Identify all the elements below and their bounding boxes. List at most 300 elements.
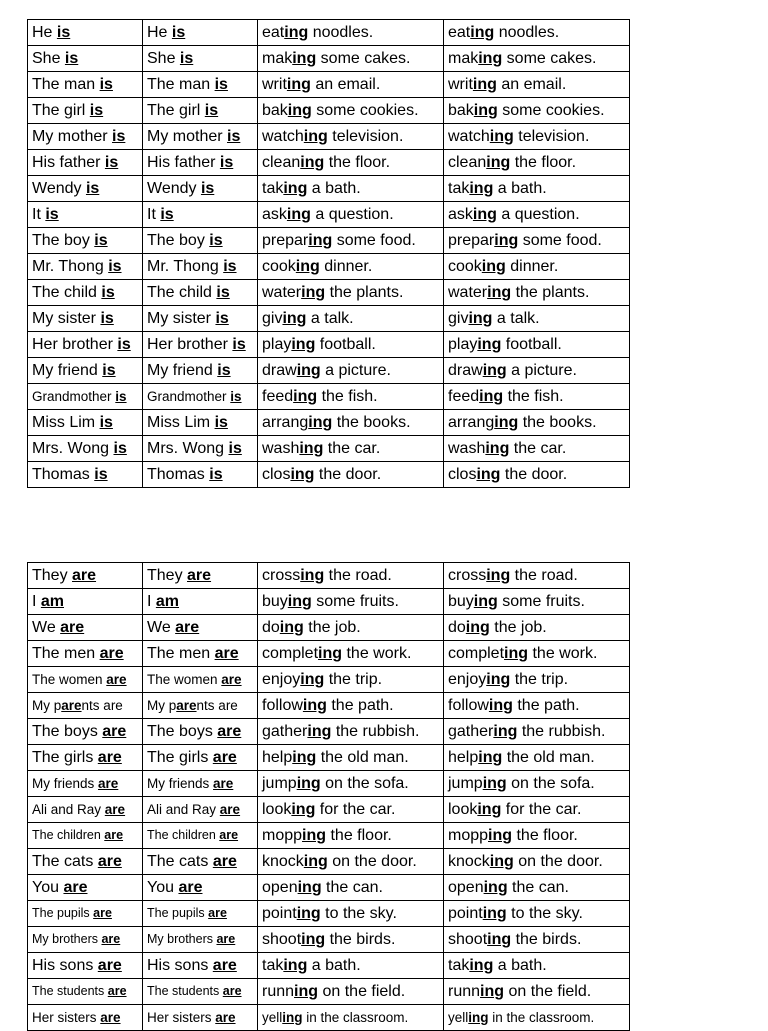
verb-text: are <box>216 932 236 946</box>
object-text: the floor. <box>326 827 392 844</box>
subject-text: My brothers <box>147 932 217 946</box>
predicate-copy-cell <box>444 20 630 46</box>
predicate-copy-cell <box>444 667 630 693</box>
verb-stem: runn <box>262 983 295 1000</box>
ing-suffix: ing <box>488 827 513 844</box>
verb-stem: play <box>262 336 292 353</box>
ing-suffix: ing <box>472 76 497 93</box>
subject-cell <box>28 823 143 849</box>
ing-suffix: ing <box>473 593 498 610</box>
subject-text: My p <box>32 698 62 713</box>
verb-text: is <box>209 466 223 483</box>
table-row <box>28 745 630 771</box>
predicate-copy-cell <box>444 384 630 410</box>
object-text: the rubbish. <box>517 723 606 740</box>
subject-text: He <box>147 24 172 41</box>
object-text: the path. <box>326 697 394 714</box>
subject-text: Her sisters <box>147 1010 216 1025</box>
verb-text: are <box>208 906 227 920</box>
table-row <box>28 563 630 589</box>
ing-suffix: ing <box>469 957 494 974</box>
verb-text: are <box>60 619 85 636</box>
subject-cell <box>28 20 143 46</box>
verb-text: are <box>104 802 126 817</box>
verb-text: are <box>222 984 242 998</box>
ing-suffix: ing <box>469 180 494 197</box>
verb-stem: jump <box>448 775 483 792</box>
verb-text: are <box>219 828 239 842</box>
table-row <box>28 693 630 719</box>
subject-cell <box>28 927 143 953</box>
object-text: the job. <box>489 619 547 636</box>
predicate-copy-cell <box>444 254 630 280</box>
ing-suffix: ing <box>296 362 321 379</box>
subject-cell <box>28 641 143 667</box>
predicate-copy-cell <box>444 953 630 979</box>
object-text: a bath. <box>307 957 361 974</box>
predicate-copy-cell <box>444 306 630 332</box>
predicate-cell <box>258 667 444 693</box>
verb-text: is <box>99 76 113 93</box>
table-row <box>28 1005 630 1031</box>
verb-stem: gather <box>448 723 494 740</box>
object-text: the can. <box>321 879 383 896</box>
predicate-cell <box>258 641 444 667</box>
subject-cell <box>28 228 143 254</box>
predicate-copy-cell <box>444 436 630 462</box>
verb-stem: knock <box>448 853 490 870</box>
verb-stem: enjoy <box>448 671 487 688</box>
subject-text: The boys <box>32 723 103 740</box>
subject-cell <box>28 849 143 875</box>
subject-text: Mr. Thong <box>147 258 224 275</box>
subject-cell <box>28 667 143 693</box>
object-text: for the car. <box>315 801 396 818</box>
predicate-cell <box>258 410 444 436</box>
ing-suffix: ing <box>481 258 506 275</box>
ing-suffix: ing <box>308 232 333 249</box>
object-text: a bath. <box>493 957 547 974</box>
ing-suffix: ing <box>302 697 327 714</box>
subject-text: His sons <box>147 957 213 974</box>
subject-cell <box>28 615 143 641</box>
table-row <box>28 589 630 615</box>
subject-text: The pupils <box>32 906 94 920</box>
verb-text: is <box>215 310 229 327</box>
subject-text: The child <box>147 284 217 301</box>
object-text: a bath. <box>493 180 547 197</box>
subject-text: Thomas <box>147 466 210 483</box>
table-row <box>28 901 630 927</box>
subject-cell <box>28 124 143 150</box>
verb-stem: point <box>262 905 297 922</box>
object-text: the job. <box>303 619 361 636</box>
ing-suffix: ing <box>482 905 507 922</box>
object-text: the door. <box>314 466 382 483</box>
object-text: in the classroom. <box>302 1010 409 1025</box>
verb-stem: cook <box>448 258 482 275</box>
object-text: the path. <box>512 697 580 714</box>
table-row <box>28 615 630 641</box>
subject-copy-cell <box>143 641 258 667</box>
object-text: the work. <box>342 645 412 662</box>
verb-text: are <box>214 645 239 662</box>
ing-suffix: ing <box>487 284 512 301</box>
subject-text: The boy <box>147 232 210 249</box>
ing-suffix: ing <box>489 853 514 870</box>
ing-suffix: ing <box>468 1010 489 1025</box>
subject-copy-cell <box>143 150 258 176</box>
verb-stem: shoot <box>448 931 488 948</box>
subject-text: My friend <box>147 362 218 379</box>
verb-text: is <box>85 180 100 197</box>
verb-text: are <box>104 828 124 842</box>
subject-copy-cell <box>143 979 258 1005</box>
table-row <box>28 797 630 823</box>
verb-stem: draw <box>448 362 483 379</box>
verb-stem: open <box>262 879 298 896</box>
predicate-cell <box>258 771 444 797</box>
verb-stem: writ <box>448 76 473 93</box>
table-row <box>28 667 630 693</box>
verb-text: is <box>179 50 194 67</box>
verb-stem: jump <box>262 775 297 792</box>
ing-suffix: ing <box>468 310 493 327</box>
ing-suffix: ing <box>480 983 505 1000</box>
subject-text: The men <box>147 645 215 662</box>
is-table-body <box>28 20 630 488</box>
verb-stem: shoot <box>262 931 302 948</box>
predicate-copy-cell <box>444 641 630 667</box>
verb-stem: mak <box>262 50 293 67</box>
table-row <box>28 979 630 1005</box>
ing-suffix: ing <box>478 749 503 766</box>
ing-suffix: ing <box>292 749 317 766</box>
verb-text: is <box>209 232 223 249</box>
ing-suffix: ing <box>472 206 497 223</box>
table-row <box>28 150 630 176</box>
subject-text: You <box>147 879 179 896</box>
ing-suffix: ing <box>470 24 495 41</box>
verb-text: is <box>216 284 230 301</box>
subject-copy-cell <box>143 72 258 98</box>
subject-cell <box>28 150 143 176</box>
is-sentence-table <box>27 19 630 488</box>
subject-text: The boys <box>147 723 218 740</box>
table-row <box>28 823 630 849</box>
subject-copy-cell <box>143 719 258 745</box>
object-text: the rubbish. <box>331 723 420 740</box>
subject-copy-cell <box>143 410 258 436</box>
object-text: a picture. <box>506 362 577 379</box>
subject-text: It <box>32 206 46 223</box>
verb-text: is <box>232 336 246 353</box>
subject-copy-cell <box>143 615 258 641</box>
object-text: the trip. <box>324 671 383 688</box>
predicate-cell <box>258 589 444 615</box>
predicate-cell <box>258 462 444 488</box>
table-row <box>28 254 630 280</box>
verb-stem: arrang <box>448 414 495 431</box>
object-text: to the sky. <box>506 905 583 922</box>
predicate-copy-cell <box>444 771 630 797</box>
object-text: in the classroom. <box>488 1010 595 1025</box>
subject-cell <box>28 563 143 589</box>
ing-suffix: ing <box>465 619 490 636</box>
subject-text: You <box>32 879 64 896</box>
table-row <box>28 436 630 462</box>
subject-text: Grandmother <box>32 389 116 404</box>
table-row <box>28 98 630 124</box>
verb-text: is <box>113 440 127 457</box>
verb-stem: draw <box>262 362 297 379</box>
ing-suffix: ing <box>303 128 328 145</box>
are-table-body <box>28 563 630 1031</box>
object-text: the fish. <box>503 388 564 405</box>
verb-text: are <box>106 672 127 687</box>
predicate-copy-cell <box>444 98 630 124</box>
subject-copy-cell <box>143 823 258 849</box>
predicate-cell <box>258 228 444 254</box>
subject-cell <box>28 901 143 927</box>
ing-suffix: ing <box>482 775 507 792</box>
table-row <box>28 176 630 202</box>
subject-copy-cell <box>143 667 258 693</box>
table-row <box>28 332 630 358</box>
ing-suffix: ing <box>318 645 343 662</box>
object-text: the plants. <box>325 284 404 301</box>
predicate-cell <box>258 953 444 979</box>
object-text: the birds. <box>511 931 582 948</box>
verb-text: are <box>102 723 127 740</box>
verb-text: are <box>99 645 124 662</box>
subject-cell <box>28 72 143 98</box>
verb-text: is <box>115 389 127 404</box>
subject-text: Mrs. Wong <box>32 440 114 457</box>
verb-stem: prepar <box>448 232 495 249</box>
verb-text: are <box>221 672 242 687</box>
ing-suffix: ing <box>478 50 503 67</box>
object-text: the floor. <box>324 154 391 171</box>
object-text: a question. <box>496 206 580 223</box>
subject-copy-cell <box>143 98 258 124</box>
verb-stem: ask <box>262 206 287 223</box>
subject-cell <box>28 98 143 124</box>
verb-text: are <box>178 879 203 896</box>
verb-text: is <box>104 154 119 171</box>
table-row <box>28 927 630 953</box>
verb-stem: writ <box>262 76 287 93</box>
subject-text: They <box>147 567 188 584</box>
object-text: on the sofa. <box>506 775 595 792</box>
subject-text: My friend <box>32 362 103 379</box>
object-text: the books. <box>518 414 597 431</box>
ing-suffix: ing <box>300 671 325 688</box>
subject-cell <box>28 46 143 72</box>
verb-stem: bak <box>262 102 288 119</box>
verb-text: are <box>217 723 242 740</box>
verb-text: are <box>98 776 119 791</box>
verb-stem: enjoy <box>262 671 301 688</box>
ing-suffix: ing <box>485 440 510 457</box>
ing-suffix: ing <box>483 879 508 896</box>
subject-text: The students <box>147 984 223 998</box>
verb-stem: watch <box>448 128 490 145</box>
subject-cell <box>28 797 143 823</box>
verb-text: am <box>155 593 180 610</box>
ing-suffix: ing <box>487 931 512 948</box>
verb-stem: feed <box>448 388 480 405</box>
subject-text: The children <box>32 828 105 842</box>
verb-text: is <box>89 102 104 119</box>
subject-text-tail: nts are <box>196 698 238 713</box>
subject-text: The child <box>32 284 102 301</box>
predicate-copy-cell <box>444 1005 630 1031</box>
verb-text: is <box>200 180 215 197</box>
verb-stem: mopp <box>448 827 489 844</box>
subject-copy-cell <box>143 693 258 719</box>
subject-text: My mother <box>147 128 228 145</box>
ing-suffix: ing <box>473 102 498 119</box>
verb-text: is <box>117 336 131 353</box>
table-row <box>28 771 630 797</box>
verb-text: is <box>171 24 186 41</box>
subject-copy-cell <box>143 254 258 280</box>
verb-stem: giv <box>262 310 283 327</box>
predicate-copy-cell <box>444 332 630 358</box>
predicate-cell <box>258 202 444 228</box>
subject-copy-cell <box>143 875 258 901</box>
subject-text: Miss Lim <box>32 414 100 431</box>
ing-suffix: ing <box>284 24 309 41</box>
object-text: the work. <box>528 645 598 662</box>
verb-text: is <box>217 362 231 379</box>
verb-stem: runn <box>448 983 481 1000</box>
predicate-cell <box>258 332 444 358</box>
ing-suffix: ing <box>287 102 312 119</box>
object-text: football. <box>501 336 562 353</box>
verb-stem: cook <box>262 258 296 275</box>
predicate-copy-cell <box>444 901 630 927</box>
object-text: an email. <box>310 76 381 93</box>
subject-copy-cell <box>143 202 258 228</box>
verb-stem: clean <box>448 154 487 171</box>
table-row <box>28 953 630 979</box>
subject-text: We <box>32 619 61 636</box>
verb-text: is <box>214 414 228 431</box>
subject-text-tail: nts are <box>81 698 123 713</box>
object-text: the car. <box>323 440 381 457</box>
verb-text: is <box>94 466 108 483</box>
subject-text: The children <box>147 828 220 842</box>
subject-text: It <box>147 206 161 223</box>
subject-cell <box>28 979 143 1005</box>
subject-text: The pupils <box>147 906 209 920</box>
subject-cell <box>28 410 143 436</box>
subject-text: I <box>147 593 156 610</box>
predicate-copy-cell <box>444 202 630 228</box>
subject-copy-cell <box>143 849 258 875</box>
object-text: television. <box>327 128 404 145</box>
ing-suffix: ing <box>477 801 502 818</box>
verb-stem: do <box>262 619 280 636</box>
object-text: on the field. <box>504 983 592 1000</box>
ing-suffix: ing <box>282 310 307 327</box>
object-text: the trip. <box>510 671 569 688</box>
subject-text: My brothers <box>32 932 102 946</box>
ing-suffix: ing <box>293 388 318 405</box>
verb-stem: wash <box>448 440 486 457</box>
predicate-cell <box>258 823 444 849</box>
object-text: football. <box>315 336 376 353</box>
verb-text: is <box>94 232 108 249</box>
predicate-copy-cell <box>444 589 630 615</box>
subject-text: My friends <box>32 776 99 791</box>
subject-text: Miss Lim <box>147 414 215 431</box>
ing-suffix: ing <box>493 723 518 740</box>
subject-cell <box>28 771 143 797</box>
object-text: dinner. <box>319 258 373 275</box>
subject-text: The girl <box>147 102 205 119</box>
ing-suffix: ing <box>294 983 319 1000</box>
ing-suffix: ing <box>494 414 519 431</box>
subject-copy-cell <box>143 20 258 46</box>
verb-text: is <box>214 76 228 93</box>
ing-suffix: ing <box>291 801 316 818</box>
ing-suffix: ing <box>301 931 326 948</box>
object-text: the old man. <box>502 749 595 766</box>
predicate-cell <box>258 563 444 589</box>
predicate-copy-cell <box>444 823 630 849</box>
ing-suffix: ing <box>303 853 328 870</box>
subject-copy-cell <box>143 901 258 927</box>
subject-copy-cell <box>143 176 258 202</box>
ing-suffix: ing <box>279 619 304 636</box>
verb-text: is <box>227 128 241 145</box>
table-row <box>28 410 630 436</box>
predicate-cell <box>258 358 444 384</box>
predicate-cell <box>258 436 444 462</box>
object-text: the road. <box>510 567 578 584</box>
subject-text: The women <box>147 672 222 687</box>
predicate-cell <box>258 306 444 332</box>
predicate-copy-cell <box>444 875 630 901</box>
ing-suffix: ing <box>299 440 324 457</box>
predicate-copy-cell <box>444 462 630 488</box>
object-text: a picture. <box>320 362 391 379</box>
subject-cell <box>28 358 143 384</box>
table-row <box>28 306 630 332</box>
table-row <box>28 202 630 228</box>
object-text: noodles. <box>494 24 560 41</box>
predicate-cell <box>258 797 444 823</box>
verb-text: is <box>223 258 237 275</box>
object-text: some food. <box>518 232 602 249</box>
object-text: some fruits. <box>497 593 585 610</box>
verb-stem: do <box>448 619 466 636</box>
verb-stem: mopp <box>262 827 303 844</box>
table-row <box>28 280 630 306</box>
table-row <box>28 46 630 72</box>
verb-text: are <box>93 906 112 920</box>
verb-text: is <box>230 389 242 404</box>
verb-text: is <box>160 206 174 223</box>
subject-text: Her brother <box>147 336 233 353</box>
verb-stem: tak <box>262 957 284 974</box>
verb-stem: water <box>262 284 302 301</box>
subject-text: Wendy <box>32 180 86 197</box>
verb-stem: wash <box>262 440 300 457</box>
